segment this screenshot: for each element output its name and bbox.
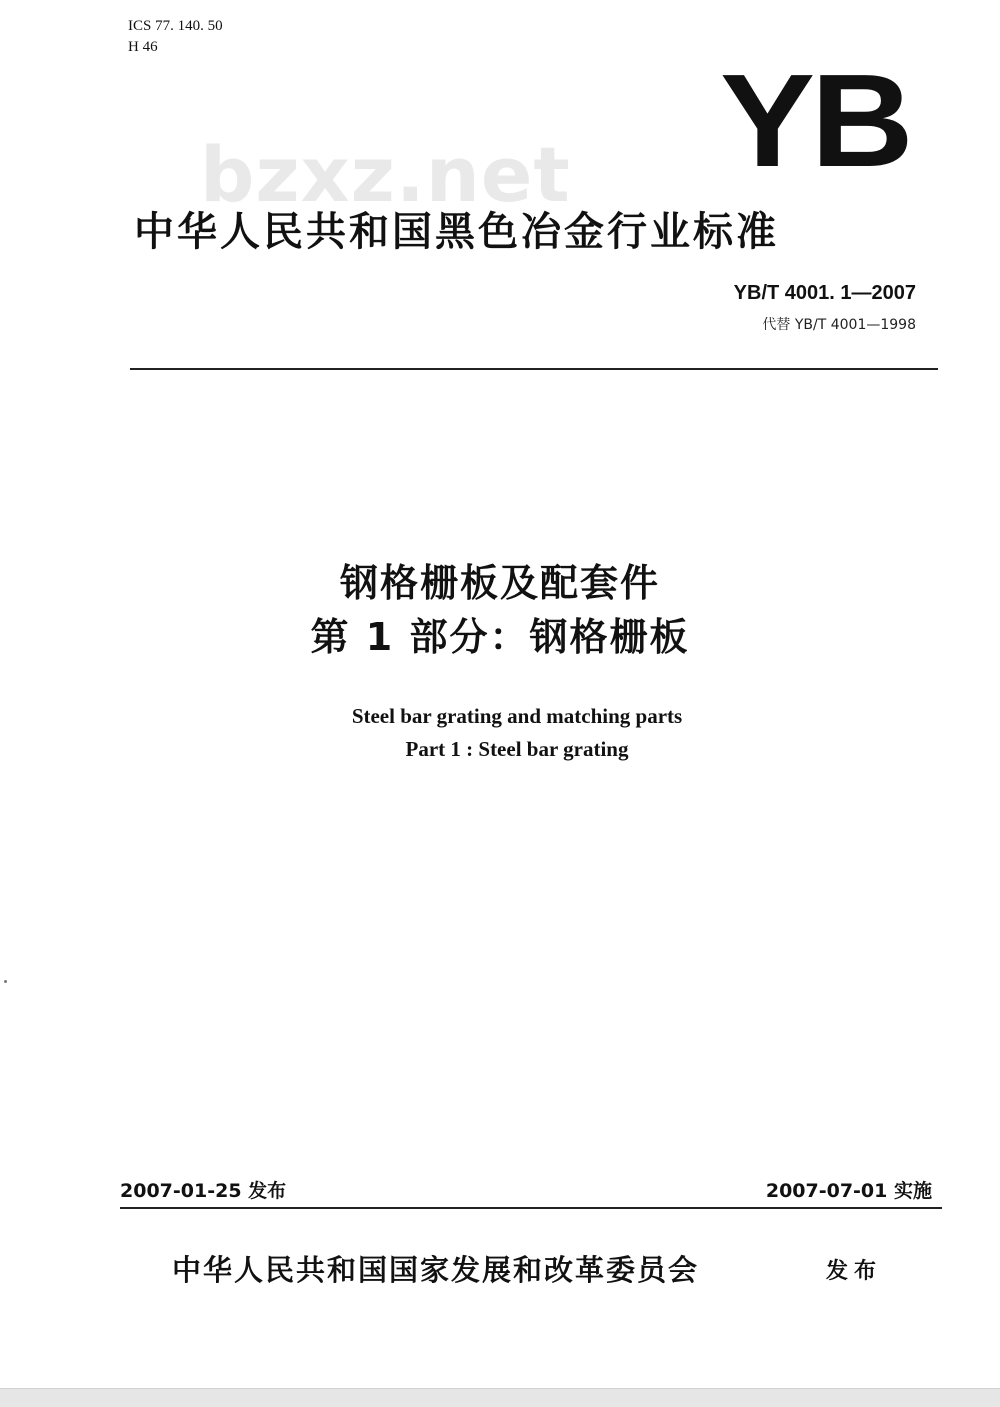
issuer-name: 中华人民共和国国家发展和改革委员会 <box>172 1253 700 1287</box>
issued-label: 发布 <box>826 1259 883 1284</box>
title-cn-line1: 钢格栅板及配套件 <box>339 561 660 605</box>
watermark: bzxz.net <box>200 130 571 219</box>
title-cn-line2: 第 1 部分：钢格栅板 <box>310 615 690 659</box>
title-en-line1: Steel bar grating and matching parts <box>351 704 683 728</box>
replaces-standard: 代替 YB/T 4001—1998 <box>762 317 916 333</box>
publish-date: 2007-01-25 发布 <box>120 1180 287 1202</box>
footer-divider <box>120 1207 942 1209</box>
scan-speck <box>4 980 7 983</box>
organization-title: 中华人民共和国黑色冶金行业标准 <box>134 209 779 255</box>
title-en-line2: Part 1 : Steel bar grating <box>405 737 629 761</box>
effective-date: 2007-07-01 实施 <box>765 1180 932 1202</box>
classification-codes <box>128 16 223 58</box>
title-chinese <box>0 556 1000 664</box>
ics-code: ICS 77. 140. 50 <box>128 18 223 34</box>
page-bottom-edge <box>0 1388 1000 1407</box>
class-code: H 46 <box>128 39 158 55</box>
standard-number: YB/T 4001. 1—2007 <box>733 282 916 304</box>
title-english <box>0 700 1000 766</box>
yb-logo: YB <box>720 47 910 194</box>
header-divider <box>130 368 938 370</box>
